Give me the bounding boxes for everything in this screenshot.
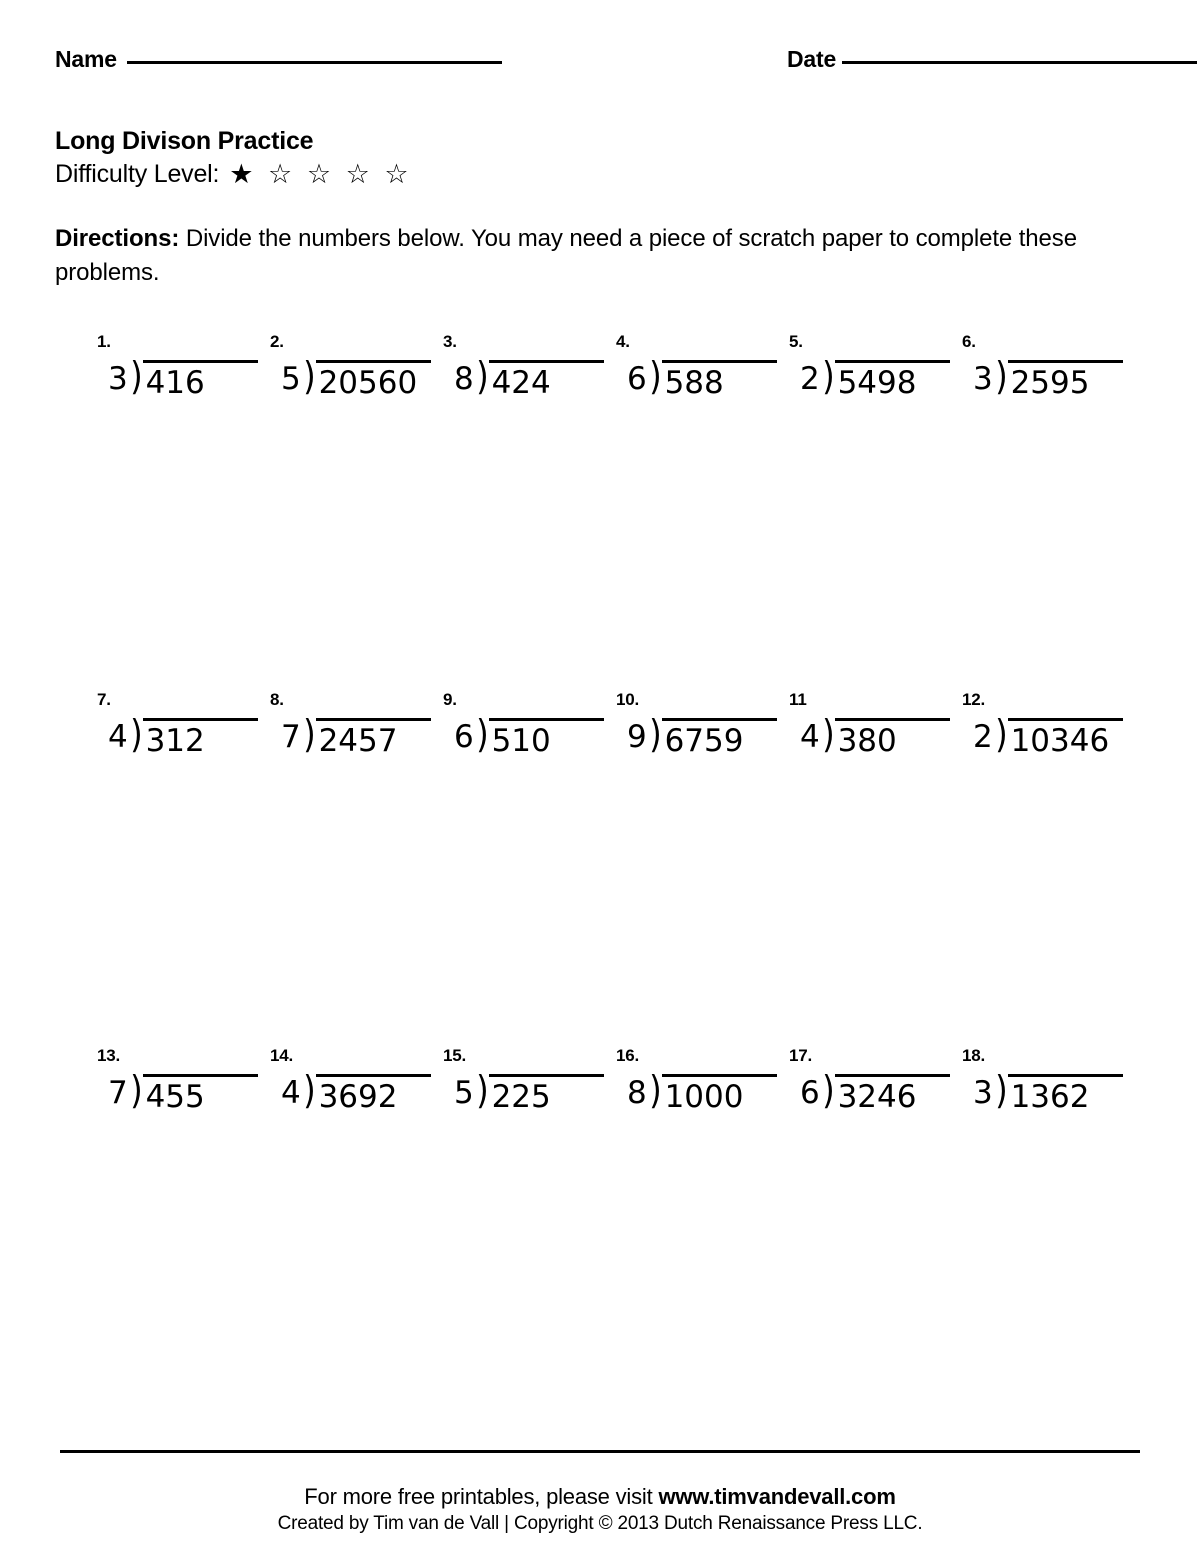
- divisor: 5: [281, 361, 301, 397]
- division-problem: [436, 690, 609, 800]
- dividend: 380: [837, 723, 897, 759]
- dividend: 588: [664, 365, 724, 401]
- long-division-expression: [281, 712, 431, 760]
- long-division-expression: [108, 1068, 258, 1116]
- dividend: 20560: [318, 365, 418, 401]
- problem-number: 17.: [789, 1046, 813, 1065]
- division-problem: [90, 690, 263, 800]
- dividend: 510: [491, 723, 551, 759]
- dividend-vinculum: [143, 360, 258, 402]
- footer-promo-line: [0, 1482, 1200, 1511]
- worksheet-header: [0, 38, 1200, 78]
- dividend-vinculum: [143, 718, 258, 760]
- dividend-vinculum: [835, 360, 950, 402]
- divisor: 3: [973, 1075, 993, 1111]
- dividend-vinculum: [835, 1074, 950, 1116]
- long-division-expression: [281, 354, 431, 402]
- dividend-vinculum: [1008, 718, 1123, 760]
- name-label: Name: [55, 46, 117, 72]
- problem-number: 16.: [616, 1046, 640, 1065]
- division-bracket-icon: ): [821, 1068, 835, 1112]
- long-division-expression: [454, 1068, 604, 1116]
- long-division-expression: [627, 712, 777, 760]
- dividend-vinculum: [316, 360, 431, 402]
- problem-number: 15.: [443, 1046, 467, 1065]
- division-bracket-icon: ): [648, 1068, 662, 1112]
- footer-divider: [60, 1450, 1140, 1453]
- dividend: 10346: [1010, 723, 1110, 759]
- problem-number: 1.: [97, 332, 111, 351]
- division-bracket-icon: ): [302, 712, 316, 756]
- problem-number: 13.: [97, 1046, 121, 1065]
- difficulty-label: Difficulty Level:: [55, 160, 220, 188]
- division-problem: [609, 1046, 782, 1156]
- division-problem: [955, 1046, 1128, 1156]
- dividend-vinculum: [1008, 360, 1123, 402]
- divisor: 6: [800, 1075, 820, 1111]
- division-problem: [263, 690, 436, 800]
- dividend: 2595: [1010, 365, 1090, 401]
- divisor: 4: [108, 719, 128, 755]
- problem-number: 6.: [962, 332, 976, 351]
- dividend: 312: [145, 723, 205, 759]
- long-division-expression: [454, 712, 604, 760]
- problem-number: 2.: [270, 332, 284, 351]
- dividend-vinculum: [316, 1074, 431, 1116]
- division-problem: [782, 1046, 955, 1156]
- dividend: 455: [145, 1079, 205, 1115]
- problem-number: 10.: [616, 690, 640, 709]
- division-bracket-icon: ): [821, 354, 835, 398]
- directions-label: Directions:: [55, 225, 180, 252]
- division-problem: [782, 332, 955, 442]
- divisor: 5: [454, 1075, 474, 1111]
- problem-number: 8.: [270, 690, 284, 709]
- footer-promo-text: For more free printables, please visit: [304, 1484, 659, 1509]
- dividend-vinculum: [662, 360, 777, 402]
- dividend: 1362: [1010, 1079, 1090, 1115]
- division-bracket-icon: ): [994, 354, 1008, 398]
- dividend: 5498: [837, 365, 917, 401]
- dividend-vinculum: [143, 1074, 258, 1116]
- divisor: 2: [973, 719, 993, 755]
- division-problem: [263, 332, 436, 442]
- long-division-expression: [973, 354, 1123, 402]
- divisor: 7: [108, 1075, 128, 1111]
- divisor: 6: [627, 361, 647, 397]
- division-problem: [90, 1046, 263, 1156]
- divisor: 7: [281, 719, 301, 755]
- dividend: 1000: [664, 1079, 744, 1115]
- division-problem: [955, 690, 1128, 800]
- division-problem: [263, 1046, 436, 1156]
- divisor: 4: [281, 1075, 301, 1111]
- divisor: 9: [627, 719, 647, 755]
- division-bracket-icon: ): [475, 712, 489, 756]
- problem-number: 5.: [789, 332, 803, 351]
- divisor: 3: [973, 361, 993, 397]
- date-label: Date: [787, 46, 837, 72]
- dividend: 225: [491, 1079, 551, 1115]
- divisor: 4: [800, 719, 820, 755]
- dividend-vinculum: [489, 718, 604, 760]
- problem-row: [90, 690, 1160, 800]
- dividend-vinculum: [489, 360, 604, 402]
- divisor: 6: [454, 719, 474, 755]
- name-field[interactable]: [55, 46, 502, 73]
- long-division-expression: [627, 1068, 777, 1116]
- division-bracket-icon: ): [302, 354, 316, 398]
- long-division-expression: [973, 1068, 1123, 1116]
- dividend: 3692: [318, 1079, 398, 1115]
- division-problem: [436, 1046, 609, 1156]
- dividend: 2457: [318, 723, 398, 759]
- division-problem: [782, 690, 955, 800]
- dividend: 424: [491, 365, 551, 401]
- footer-website-link[interactable]: www.timvandevall.com: [658, 1484, 896, 1509]
- title-block: [55, 126, 412, 190]
- problem-number: 4.: [616, 332, 630, 351]
- long-division-expression: [800, 354, 950, 402]
- divisor: 2: [800, 361, 820, 397]
- long-division-expression: [800, 1068, 950, 1116]
- dividend-vinculum: [316, 718, 431, 760]
- problem-number: 3.: [443, 332, 457, 351]
- dividend: 416: [145, 365, 205, 401]
- date-field[interactable]: [787, 46, 1197, 73]
- dividend-vinculum: [662, 718, 777, 760]
- problem-number: 11: [789, 690, 807, 709]
- division-bracket-icon: ): [648, 354, 662, 398]
- division-problem: [436, 332, 609, 442]
- directions-text: Divide the numbers below. You may need a piece of scratch paper to complete these problems.: [55, 225, 1077, 286]
- footer: [0, 1482, 1200, 1537]
- dividend-vinculum: [489, 1074, 604, 1116]
- division-bracket-icon: ): [994, 712, 1008, 756]
- dividend-vinculum: [1008, 1074, 1123, 1116]
- problem-number: 12.: [962, 690, 986, 709]
- dividend-vinculum: [662, 1074, 777, 1116]
- page-title: Long Divison Practice: [55, 127, 314, 155]
- division-bracket-icon: ): [129, 354, 143, 398]
- long-division-expression: [627, 354, 777, 402]
- long-division-expression: [281, 1068, 431, 1116]
- division-bracket-icon: ): [129, 712, 143, 756]
- division-bracket-icon: ): [475, 354, 489, 398]
- long-division-expression: [108, 712, 258, 760]
- directions: [55, 222, 1085, 290]
- division-problem: [609, 690, 782, 800]
- difficulty-row: [55, 158, 412, 190]
- division-bracket-icon: ): [994, 1068, 1008, 1112]
- long-division-expression: [454, 354, 604, 402]
- division-problem: [90, 332, 263, 442]
- divisor: 8: [454, 361, 474, 397]
- divisor: 3: [108, 361, 128, 397]
- long-division-expression: [800, 712, 950, 760]
- division-bracket-icon: ): [821, 712, 835, 756]
- problem-number: 14.: [270, 1046, 294, 1065]
- problem-number: 7.: [97, 690, 111, 709]
- long-division-expression: [973, 712, 1123, 760]
- dividend: 6759: [664, 723, 744, 759]
- division-problem: [955, 332, 1128, 442]
- division-bracket-icon: ): [302, 1068, 316, 1112]
- problem-number: 9.: [443, 690, 457, 709]
- problem-row: [90, 1046, 1160, 1156]
- division-bracket-icon: ): [129, 1068, 143, 1112]
- division-problem: [609, 332, 782, 442]
- problem-number: 18.: [962, 1046, 986, 1065]
- name-write-line[interactable]: [127, 61, 502, 64]
- difficulty-stars-icon: ★ ☆ ☆ ☆ ☆: [229, 158, 412, 190]
- long-division-expression: [108, 354, 258, 402]
- division-bracket-icon: ): [648, 712, 662, 756]
- dividend: 3246: [837, 1079, 917, 1115]
- divisor: 8: [627, 1075, 647, 1111]
- date-write-line[interactable]: [842, 61, 1197, 64]
- problem-row: [90, 332, 1160, 442]
- division-bracket-icon: ): [475, 1068, 489, 1112]
- dividend-vinculum: [835, 718, 950, 760]
- footer-copyright: Created by Tim van de Vall | Copyright © 2013 Dutch Renaissance Press LLC.: [277, 1513, 923, 1534]
